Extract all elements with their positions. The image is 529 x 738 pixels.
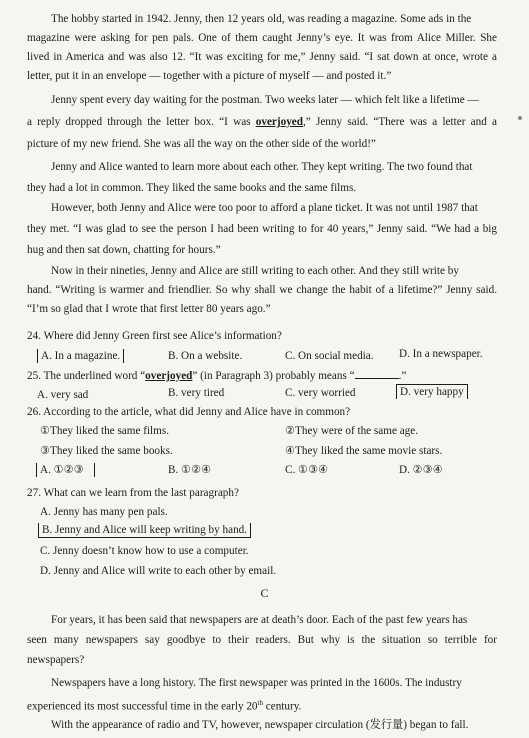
passage-line: newspapers?	[27, 654, 85, 666]
passage-line: they met. “I was glad to see the person I had been writing to for 40 years,” Jenny said. “We had a big	[27, 223, 497, 235]
q25-option-c[interactable]: C. very worried	[285, 387, 356, 399]
passage-line: “I’m so glad that I wrote that first letter 80 years ago.”	[27, 303, 271, 315]
q27-option-c[interactable]: C. Jenny doesn’t know how to use a computer.	[40, 545, 249, 557]
q26-option-b[interactable]: B. ①②④	[168, 464, 212, 476]
passage-line: seen many newspapers say goodbye to their readers. But why is the situation so terrible for	[27, 634, 497, 646]
passage-line: Jenny spent every day waiting for the postman. Two weeks later — which felt like a lifetime —	[51, 94, 479, 106]
passage-line: Newspapers have a long history. The first newspaper was printed in the 1600s. The industry	[51, 677, 462, 689]
underlined-word: overjoyed	[255, 116, 303, 128]
text-span: 25. The underlined word “	[27, 370, 146, 382]
answer-blank	[355, 369, 399, 379]
q24-option-a[interactable]: A. In a magazine.	[37, 349, 124, 363]
text-span: .”	[398, 370, 407, 382]
question-24-stem: 24. Where did Jenny Green first see Alice’s information?	[27, 330, 282, 342]
question-25-stem	[27, 369, 406, 383]
passage-line: lived in America and was also 12. “It was exciting for me,” Jenny said. “I sat down at once, wrote a	[27, 51, 497, 63]
q26-statement-4: ④They liked the same movie stars.	[285, 445, 443, 457]
passage-line: letter, put it in an envelope — together with a picture of myself — and posted it.”	[27, 70, 392, 82]
scan-mark	[518, 116, 522, 120]
superscript: th	[257, 699, 263, 707]
question-27-stem: 27. What can we learn from the last paragraph?	[27, 487, 239, 499]
q26-option-d[interactable]: D. ②③④	[399, 464, 443, 476]
passage-line: With the appearance of radio and TV, however, newspaper circulation (发行量) began to fall.	[51, 719, 469, 731]
passage-line	[27, 696, 301, 714]
q26-statement-1: ①They liked the same films.	[40, 425, 170, 437]
passage-line: For years, it has been said that newspapers are at death’s door. Each of the past few years has	[51, 614, 468, 626]
q27-option-d[interactable]: D. Jenny and Alice will write to each other by email.	[40, 565, 277, 577]
underlined-word: overjoyed	[145, 370, 193, 382]
q25-option-a[interactable]: A. very sad	[37, 389, 89, 401]
text-span: experienced its most successful time in the early 20	[27, 700, 258, 713]
text-span: century.	[262, 700, 302, 713]
passage-line: Now in their nineties, Jenny and Alice are still writing to each other. And they still write by	[51, 265, 459, 277]
q24-option-c[interactable]: C. On social media.	[285, 350, 374, 362]
text-span: ,” Jenny said. “There was a letter and a	[303, 116, 497, 128]
q27-option-a[interactable]: A. Jenny has many pen pals.	[40, 506, 168, 518]
q25-option-d[interactable]: D. very happy	[396, 384, 468, 399]
q24-option-b[interactable]: B. On a website.	[168, 350, 243, 362]
text-span: ” (in Paragraph 3) probably means “	[192, 370, 355, 382]
q26-option-c[interactable]: C. ①③④	[285, 464, 329, 476]
passage-line: The hobby started in 1942. Jenny, then 12 years old, was reading a magazine. Some ads in the	[51, 13, 472, 25]
q25-option-b[interactable]: B. very tired	[168, 387, 225, 399]
section-heading: C	[260, 586, 269, 600]
text-span: a reply dropped through the letter box. “I was	[27, 116, 256, 128]
q27-option-b[interactable]: B. Jenny and Alice will keep writing by hand.	[38, 523, 251, 538]
passage-line	[27, 115, 497, 129]
q26-statement-2: ②They were of the same age.	[285, 425, 419, 437]
q26-option-a[interactable]: A. ①②③	[36, 463, 95, 477]
passage-line: picture of my new friend. She was all the way on the other side of the world!”	[27, 138, 376, 150]
q24-option-d[interactable]: D. In a newspaper.	[399, 348, 483, 360]
question-26-stem: 26. According to the article, what did Jenny and Alice have in common?	[27, 406, 351, 418]
passage-line: Jenny and Alice wanted to learn more about each other. They kept writing. The two found that	[51, 161, 473, 173]
passage-line: they had a lot in common. They liked the same books and the same films.	[27, 182, 357, 194]
q26-statement-3: ③They liked the same books.	[40, 445, 173, 457]
passage-line: However, both Jenny and Alice were too poor to afford a plane ticket. It was not until 1987 that	[51, 202, 478, 214]
passage-line: hug and then sat down, chatting for hours.”	[27, 244, 221, 256]
passage-line: hand. “Writing is warmer and friendlier. So why shall we change the habit of a lifetime?” Jenny said.	[27, 284, 497, 296]
passage-line: magazine were asking for pen pals. One of them caught Jenny’s eye. It was from Alice Miller. She	[27, 32, 497, 44]
